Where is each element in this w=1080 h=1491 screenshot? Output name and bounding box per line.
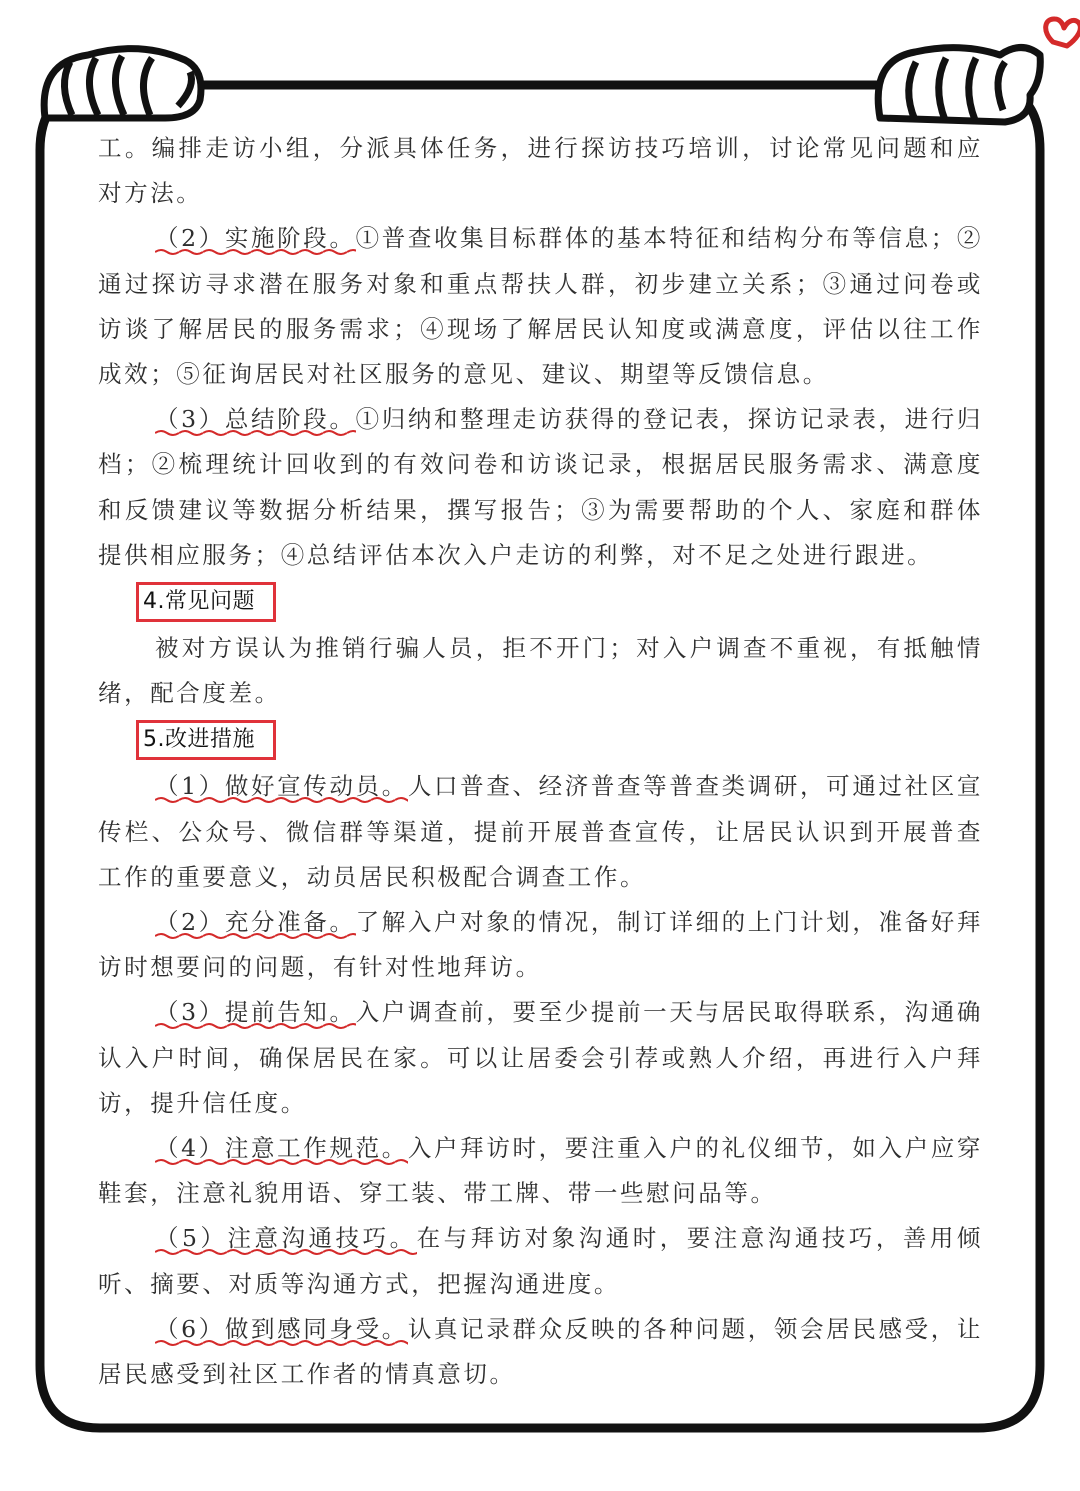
heart-icon <box>1046 19 1080 46</box>
underlined-term: （5）注意沟通技巧。 <box>155 1224 417 1256</box>
paragraph-text: ①归纳和整理走访获得的登记表，探访记录表，进行归档；②梳理统计回收到的有效问卷和访谈记录，根据居民服务需求、满意度和反馈建议等数据分析结果，撰写报告；③为需要帮助的个人、家庭和群体提供相应服务；④总结评估本次入户走访的利弊，对不足之处进行跟进。 <box>98 405 983 569</box>
cartoon-hand-right-icon <box>878 48 1040 123</box>
measure-item <box>98 1307 983 1397</box>
measure-item <box>98 900 983 990</box>
measure-text: 在与拜访对象沟通时，要注意沟通技巧，善用倾听、摘要、对质等沟通方式，把握沟通进度。 <box>98 1224 984 1298</box>
paragraph-text: ①普查收集目标群体的基本特征和结构分布等信息；②通过探访寻求潜在服务对象和重点帮扶人群，初步建立关系；③通过问卷或访谈了解居民的服务需求；④现场了解居民认知度或满意度，评估以往工作成效；⑤征询居民对社区服务的意见、建议、期望等反馈信息。 <box>98 224 983 389</box>
underlined-term: （2）充分准备。 <box>155 908 356 940</box>
section-heading-improvement-measures: 5.改进措施 <box>136 720 276 760</box>
underlined-term: （4）注意工作规范。 <box>155 1134 408 1166</box>
underlined-term: （1）做好宣传动员。 <box>155 772 408 804</box>
underlined-term: （3）提前告知。 <box>155 998 356 1030</box>
underlined-term: （6）做到感同身受。 <box>155 1315 408 1347</box>
document-body <box>98 126 983 1397</box>
cartoon-hand-left-icon <box>44 49 201 118</box>
paragraph-continuation: 工。编排走访小组，分派具体任务，进行探访技巧培训，讨论常见问题和应对方法。 <box>98 134 983 208</box>
measure-text: 入户调查前，要至少提前一天与居民取得联系，沟通确认入户时间，确保居民在家。可以让居委会引荐或熟人介绍，再进行入户拜访，提升信任度。 <box>98 998 983 1117</box>
paragraph-summary-stage <box>98 397 983 578</box>
measure-text: 入户拜访时，要注重入户的礼仪细节，如入户应穿鞋套，注意礼貌用语、穿工装、带工牌、带一些慰问品等。 <box>98 1134 984 1208</box>
measure-text: 认真记录群众反映的各种问题，领会居民感受，让居民感受到社区工作者的情真意切。 <box>98 1314 984 1389</box>
underlined-term: （2）实施阶段。 <box>155 224 356 256</box>
underlined-term: （3）总结阶段。 <box>155 405 356 437</box>
measure-text: 人口普查、经济普查等普查类调研，可通过社区宣传栏、公众号、微信群等渠道，提前开展普查宣传，让居民认识到开展普查工作的重要意义，动员居民积极配合调查工作。 <box>98 772 984 891</box>
paragraph-common-problems: 被对方误认为推销行骗人员，拒不开门；对入户调查不重视，有抵触情绪，配合度差。 <box>98 634 983 708</box>
section-heading-common-problems: 4.常见问题 <box>136 582 276 622</box>
measure-text: 了解入户对象的情况，制订详细的上门计划，准备好拜访时想要问的问题，有针对性地拜访。 <box>98 908 983 982</box>
measure-item <box>98 764 983 900</box>
paragraph-implementation-stage <box>98 216 983 397</box>
measure-item <box>98 1126 983 1216</box>
measure-item <box>98 990 983 1126</box>
measure-item <box>98 1216 983 1306</box>
